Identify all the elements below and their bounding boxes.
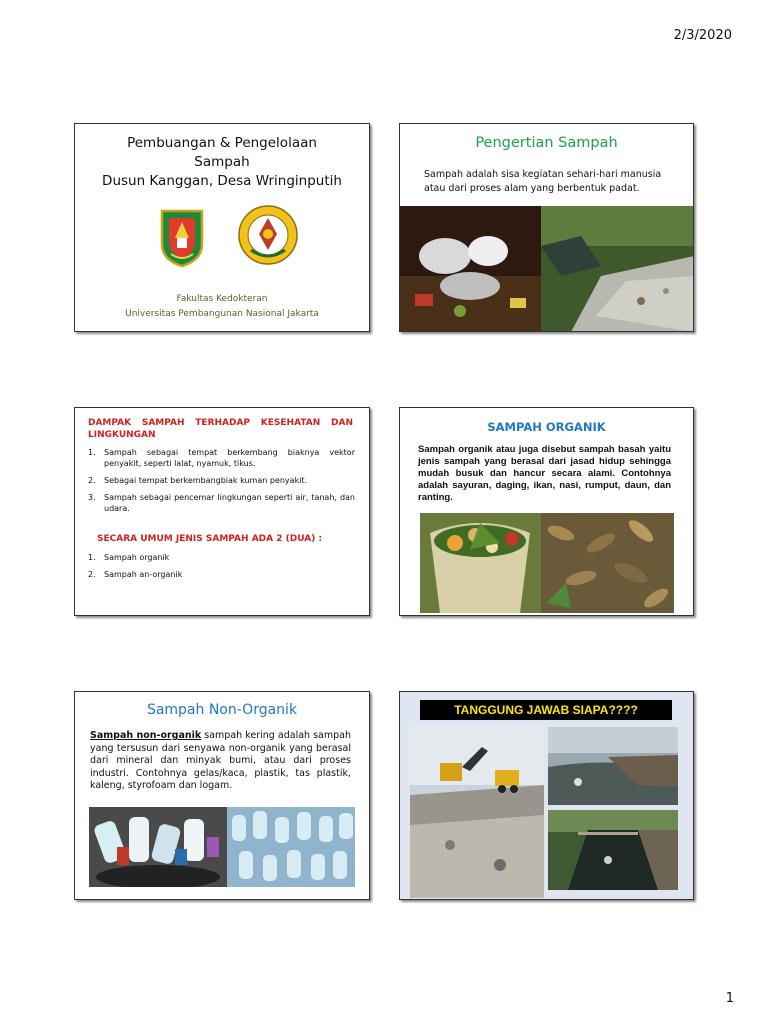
slide-definition [399,123,694,332]
item-text: Sampah sebagai pencemar lingkungan seperti air, tanah, dan udara. [104,493,355,513]
item-text: Sampah sebagai tempat berkembang biaknya vektor penyakit, seperti lalat, nyamuk, tikus. [104,448,355,468]
university-seal-logo [237,204,299,266]
title-line: Sampah [194,154,250,170]
list-item [88,552,355,563]
term: Sampah non-organik [90,730,202,741]
item-text: Sampah an-organik [104,570,183,579]
slide-title-heading [75,134,369,191]
garbage-pile-photo [400,206,541,332]
list-item [88,492,355,514]
slide-heading: Pengertian Sampah [475,135,618,151]
definition: sampah kering adalah sampah yang tersusun dari senyawa non-organik yang berasal dari mineral dan minyak bumi, atau dari proses industri. Contohnya gelas/kaca, plastik, tas plastik, kaleng, styrofoam dan logam. [90,730,351,791]
impacts-list [88,447,355,520]
slide-heading: Sampah Non-Organik [146,702,298,718]
item-number: 2. [88,570,96,579]
slide-organic [399,407,694,616]
slide-impacts [74,407,370,616]
plastic-bottles-photo [227,807,355,887]
item-text: Sampah organik [104,553,170,562]
responsibility-banner: TANGGUNG JAWAB SIAPA???? [420,700,672,720]
definition-text: Sampah adalah sisa kegiatan sehari-hari manusia atau dari proses alam yang berbentuk padat. [424,169,662,194]
affiliation [75,292,369,322]
polluted-shore-photo [548,727,678,805]
title-line: Dusun Kanggan, Desa Wringinputih [102,173,342,189]
page-date: 2/3/2020 [673,28,732,43]
slide-title [74,123,370,332]
regency-emblem-logo [159,208,205,268]
item-number: 3. [88,493,96,502]
landfill-excavator-photo [410,725,544,898]
item-number: 2. [88,476,96,485]
faculty-name: Fakultas Kedokteran [176,294,268,304]
types-heading: SECARA UMUM JENIS SAMPAH ADA 2 (DUA) : [97,534,323,544]
types-list [88,552,355,586]
non-organic-text [90,730,351,793]
impacts-heading: DAMPAK SAMPAH TERHADAP KESEHATAN DAN LINGKUNGAN [88,418,353,440]
landfill-river-photo [541,206,694,332]
item-text: Sebagai tempat berkembangbiak kuman penyakit. [104,476,308,485]
list-item [88,447,355,469]
organic-text: Sampah organik atau juga disebut sampah basah yaitu jenis sampah yang berasal dari jasad hidup sehingga mudah busuk dan hancur secara alami. Contohnya adalah sayuran, daging, ikan, nasi, rumput, daun, dan ranting. [418,444,671,503]
dry-leaves-photo [541,513,674,613]
item-number: 1. [88,448,96,457]
slide-heading: SAMPAH ORGANIK [487,420,606,434]
slide-responsibility [399,691,694,900]
polluted-canal-photo [548,810,678,890]
item-number: 1. [88,553,96,562]
page-number: 1 [725,991,734,1006]
compost-bin-photo [420,513,541,613]
university-name: Universitas Pembangunan Nasional Jakarta [125,309,319,319]
slide-non-organic [74,691,370,900]
list-item [88,475,355,486]
title-line: Pembuangan & Pengelolaan [127,135,317,151]
list-item [88,569,355,580]
plastic-bin-photo [89,807,227,887]
